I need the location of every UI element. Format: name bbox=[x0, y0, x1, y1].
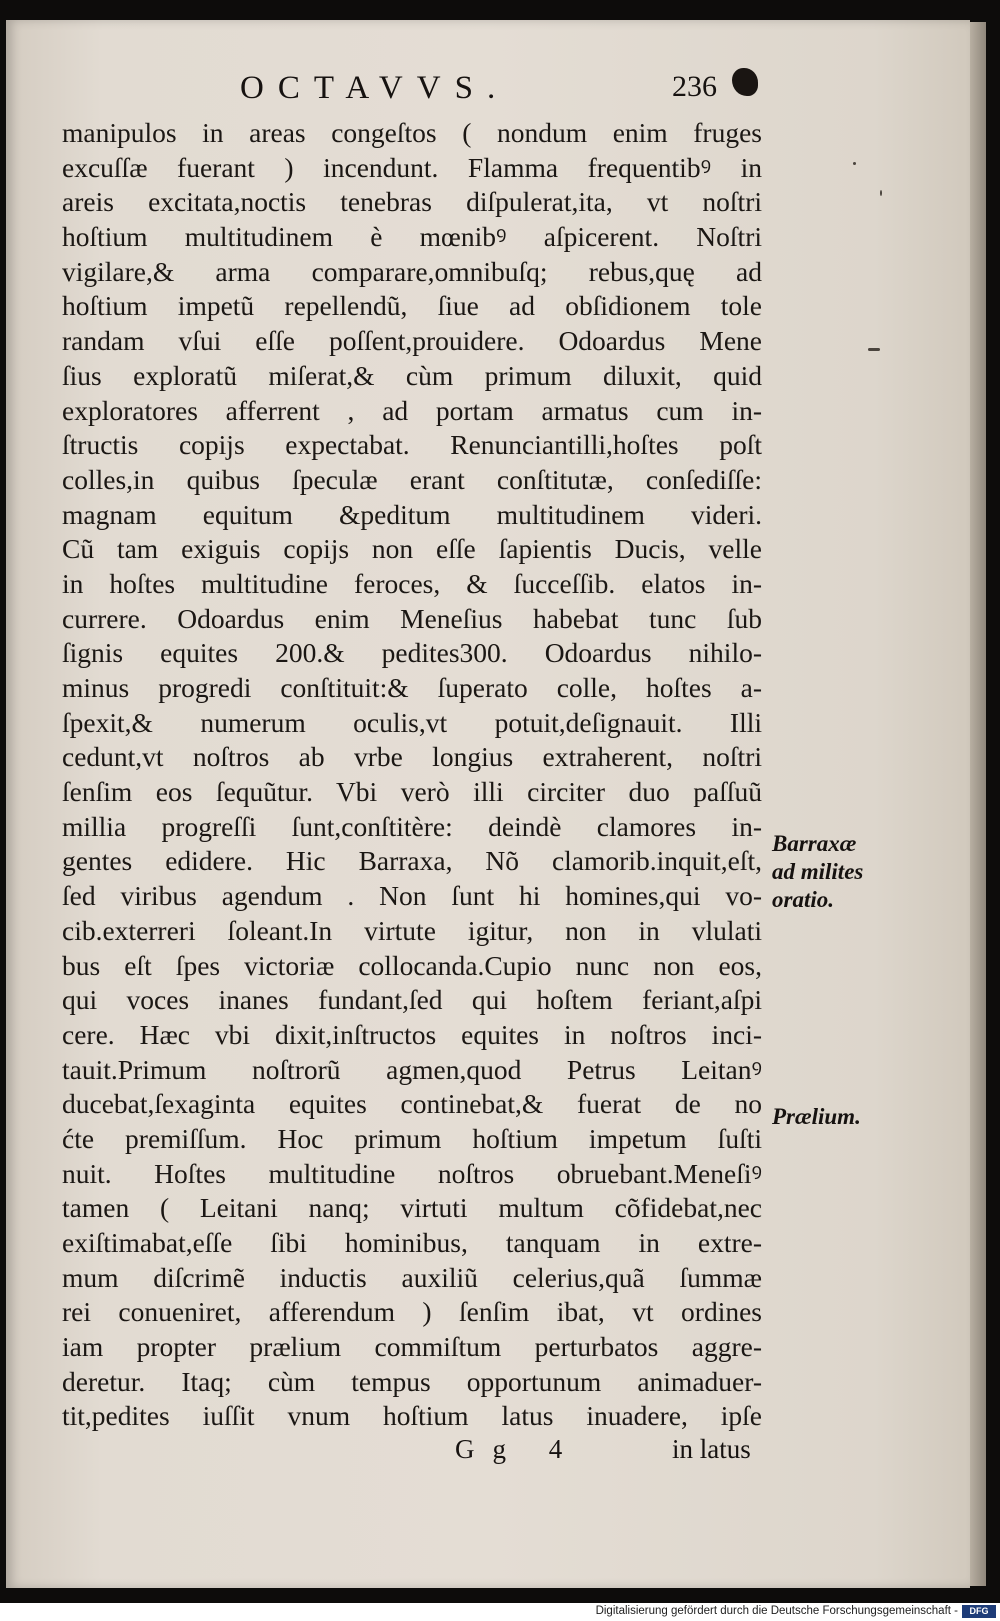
text-line: hoſtium impetũ repellendũ, ſiue ad obſidionem tole bbox=[62, 290, 762, 322]
text-line: vigilare,& arma comparare,omnibuſq; rebus,quę ad bbox=[62, 255, 762, 287]
ink-speck bbox=[880, 190, 882, 196]
funding-credit: Digitalisierung gefördert durch die Deutsche Forschungsgemeinschaft - bbox=[595, 1605, 958, 1617]
text-line: magnam equitum &peditum multitudinem videri. bbox=[62, 498, 762, 530]
text-line: ducebat,ſexaginta equites continebat,& fuerat de no bbox=[62, 1088, 762, 1120]
text-line: bus eſt ſpes victoriæ collocanda.Cupio nunc non eos, bbox=[62, 949, 762, 981]
text-line: tit,pedites iuſſit vnum hoſtium latus inuadere, ipſe bbox=[62, 1400, 762, 1432]
marginal-line: oratio. bbox=[772, 887, 834, 912]
text-line: ſignis equites 200.& pedites300. Odoardus nihilo- bbox=[62, 637, 762, 669]
text-line: ſenſim eos ſequũtur. Vbi verò illi circiter duo paſſuũ bbox=[62, 776, 762, 808]
main-text-block bbox=[62, 116, 762, 1434]
text-line: gentes edidere. Hic Barraxa, Nõ clamorib.inquit,eſt, bbox=[62, 845, 762, 877]
dfg-logo: DFG bbox=[962, 1605, 996, 1618]
text-line: areis excitata,noctis tenebras diſpulerat,ita, vt noſtri bbox=[62, 186, 762, 218]
marginal-note-oratio bbox=[772, 830, 863, 914]
signature-mark: Gg 4 bbox=[455, 1434, 581, 1464]
marginal-line: Barraxæ bbox=[772, 831, 857, 856]
text-line: ſtructis copijs expectabat. Renunciantilli,hoſtes poſt bbox=[62, 429, 762, 461]
text-line: minus progredi conſtituit:& ſuperato colle, hoſtes a- bbox=[62, 672, 762, 703]
text-line: randam vſui eſſe poſſent,prouidere. Odoardus Mene bbox=[62, 325, 762, 357]
text-line: ćte premiſſum. Hoc primum hoſtium impetum ſuſti bbox=[62, 1122, 762, 1154]
text-line: excuſſæ fuerant ) incendunt. Flamma frequentibꝰ in bbox=[62, 151, 762, 183]
text-line: ſed viribus agendum . Non ſunt hi homines,qui vo- bbox=[62, 880, 762, 912]
catchword: in latus bbox=[672, 1434, 751, 1464]
text-line: tamen ( Leitani nanq; virtuti multum cõfidebat,nec bbox=[62, 1192, 762, 1224]
text-line: ſius exploratũ miſerat,& cùm primum diluxit, quid bbox=[62, 359, 762, 391]
text-line: currere. Odoardus enim Meneſius habebat tunc ſub bbox=[62, 602, 762, 634]
folio-number: 236 bbox=[672, 70, 717, 103]
marginal-note-praelium: Prælium. bbox=[772, 1104, 861, 1129]
marginal-line: ad milites bbox=[772, 859, 864, 884]
text-line: iam propter prælium commiſtum perturbatos aggre- bbox=[62, 1331, 762, 1363]
text-line: ſpexit,& numerum oculis,vt potuit,deſignauit. Illi bbox=[62, 706, 762, 738]
ink-blot bbox=[732, 68, 758, 96]
text-line: qui voces inanes fundant,ſed qui hoſtem feriant,aſpi bbox=[62, 984, 762, 1016]
text-line: cere. Hæc vbi dixit,inſtructos equites in noſtros inci- bbox=[62, 1018, 762, 1050]
text-line: cedunt,vt noſtros ab vrbe longius extraherent, noſtri bbox=[62, 741, 762, 773]
page-edge bbox=[970, 22, 986, 1586]
text-line: cib.exterreri ſoleant.In virtute igitur, non in vlulati bbox=[62, 914, 762, 946]
ink-speck bbox=[868, 348, 880, 351]
running-title: OCTAVVS. bbox=[240, 70, 510, 106]
text-line: in hoſtes multitudine feroces, & ſucceſſib. elatos in- bbox=[62, 567, 762, 599]
text-line: hoſtium multitudinem è mœnibꝰ aſpicerent. Noſtri bbox=[62, 221, 762, 253]
text-line: nuit. Hoſtes multitudine noſtros obruebant.Meneſiꝰ bbox=[62, 1157, 762, 1189]
text-line: rei conueniret, afferendum ) ſenſim ibat, vt ordines bbox=[62, 1296, 762, 1328]
text-line: Cũ tam exiguis copijs non eſſe ſapientis Ducis, velle bbox=[62, 533, 762, 565]
text-line: deretur. Itaq; cùm tempus opportunum animaduer- bbox=[62, 1365, 762, 1397]
text-line: mum diſcrimẽ inductis auxiliũ celerius,quã ſummæ bbox=[62, 1261, 762, 1293]
text-line: tauit.Primum noſtrorũ agmen,quod Petrus Leitanꝰ bbox=[62, 1053, 762, 1085]
text-line: manipulos in areas congeſtos ( nondum enim fruges bbox=[62, 117, 762, 148]
text-line: exploratores afferrent , ad portam armatus cum in- bbox=[62, 394, 762, 426]
text-line: millia progreſſi ſunt,conſtitère: deindè clamores in- bbox=[62, 810, 762, 842]
text-line: exiſtimabat,eſſe ſibi hominibus, tanquam in extre- bbox=[62, 1227, 762, 1258]
ink-speck bbox=[853, 162, 856, 165]
text-line: colles,in quibus ſpeculæ erant conſtitutæ, conſediſſe: bbox=[62, 463, 762, 495]
